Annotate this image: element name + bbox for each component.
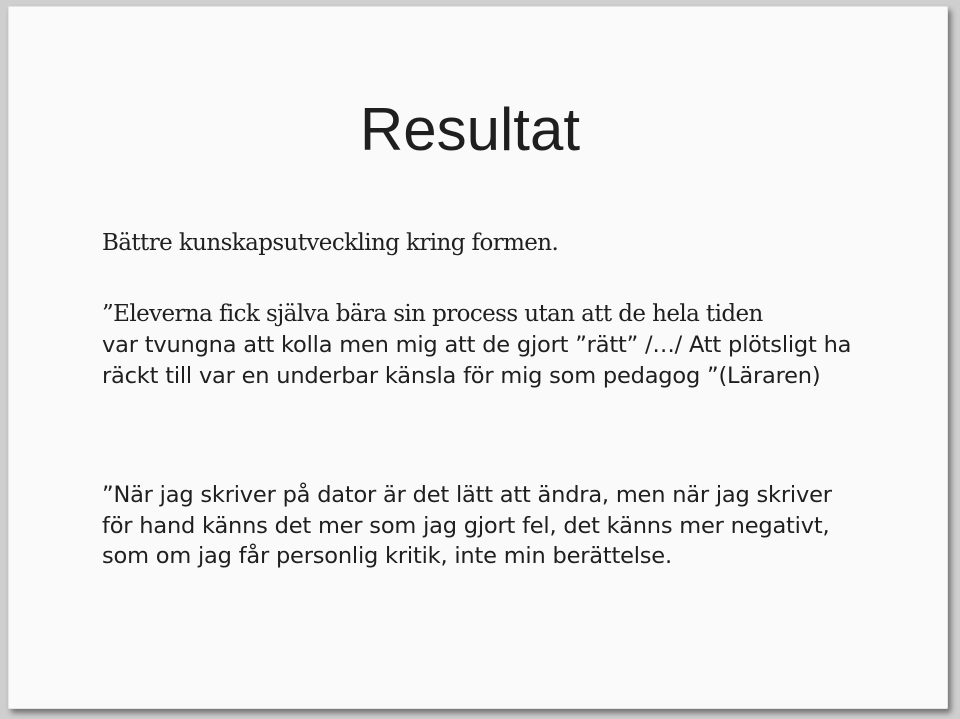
- quote-teacher-line-1: ”Eleverna fick själva bära sin process utan att de hela tiden: [102, 301, 763, 327]
- paragraph-conclusion: Bättre kunskapsutveckling kring formen.: [102, 230, 559, 256]
- quote-teacher-rest: var tvungna att kolla men mig att de gjort ”rätt” /…/ Att plötsligt ha räckt till var en underbar känsla för mig som pedagog ”(Läraren): [102, 332, 852, 389]
- quote-teacher: [102, 299, 862, 391]
- slide: [8, 6, 948, 709]
- slide-title: Resultat: [359, 96, 580, 163]
- quote-student: ”När jag skriver på dator är det lätt att ändra, men när jag skriver för hand känns det mer som jag gjort fel, det känns mer negativt, som om jag får personlig kritik, inte min berättelse.: [102, 482, 832, 569]
